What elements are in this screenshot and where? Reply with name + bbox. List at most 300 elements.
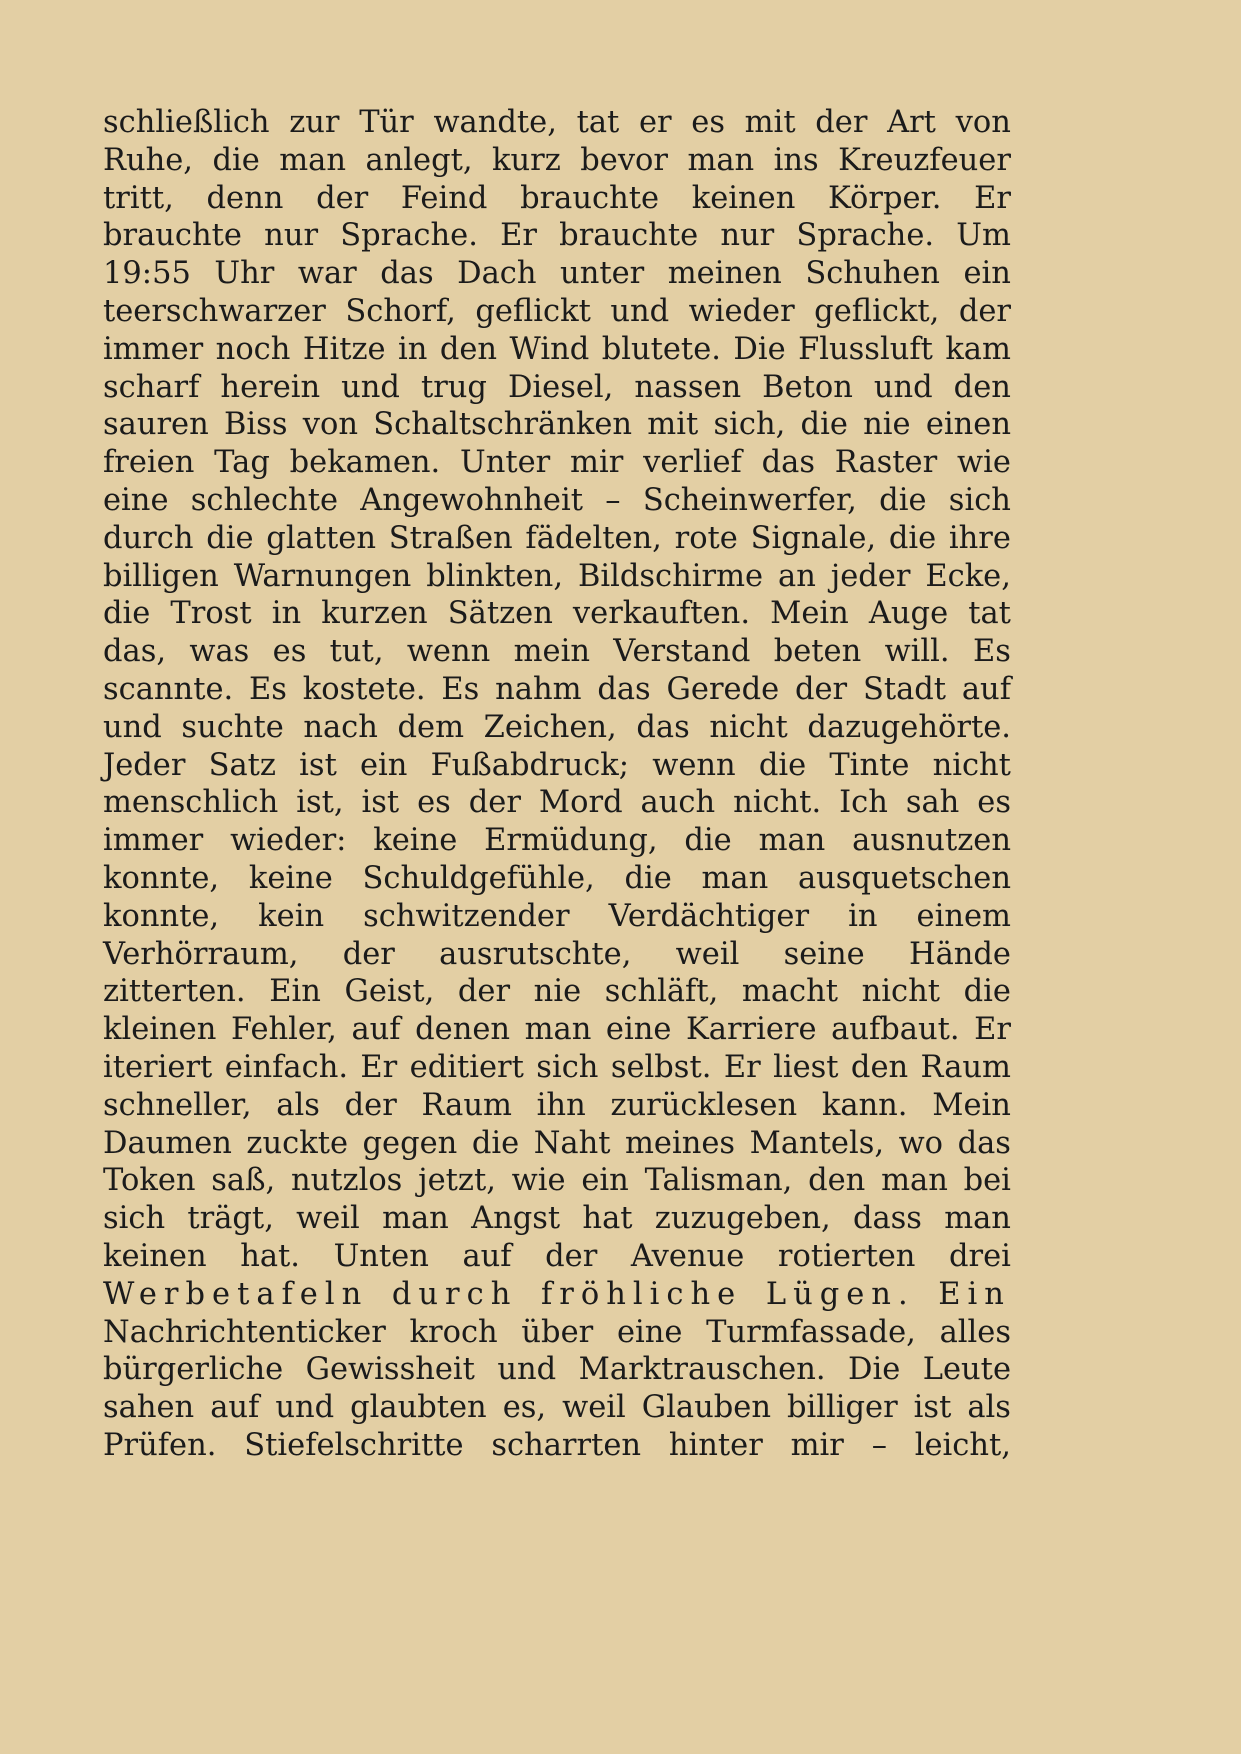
word: –	[605, 482, 621, 518]
word: ist,	[296, 785, 344, 821]
word: mein	[513, 634, 590, 670]
word: einem	[916, 898, 1011, 934]
word: kurzen	[321, 596, 428, 632]
word: geflickt	[475, 293, 591, 329]
word: Die	[848, 1352, 901, 1388]
word: Ein	[938, 1276, 1011, 1312]
word: suchte	[181, 709, 284, 745]
word: das,	[103, 634, 167, 670]
word: immer	[103, 823, 204, 859]
word: man	[944, 1201, 1011, 1237]
word: Angewohnheit	[360, 482, 583, 518]
text-line	[103, 784, 1011, 822]
word: ausquetschen	[797, 860, 1011, 896]
word: Bildschirme	[577, 558, 764, 594]
word: und	[103, 709, 162, 745]
word: menschlich	[103, 785, 279, 821]
word: Straßen	[388, 520, 513, 556]
word: verlief	[643, 445, 742, 481]
word: herein	[220, 369, 321, 405]
word: billiger	[786, 1390, 898, 1426]
word: Mein	[770, 596, 849, 632]
word: ist	[913, 1390, 952, 1426]
word: Tinte	[829, 747, 910, 783]
text-line	[103, 1162, 1011, 1200]
word: das	[380, 256, 434, 292]
word: Feind	[400, 180, 488, 216]
word: scharrten	[491, 1427, 642, 1463]
word: Flussluft	[798, 331, 933, 367]
word: noch	[215, 331, 291, 367]
text-line	[103, 1389, 1011, 1427]
word: nur	[720, 218, 775, 254]
word: bürgerliche	[103, 1352, 284, 1388]
word: zuckte	[246, 1125, 349, 1161]
word: alles	[939, 1314, 1011, 1350]
word: den	[439, 331, 498, 367]
word: die	[684, 823, 732, 859]
word: sich	[536, 1049, 599, 1085]
word: anlegt,	[365, 142, 473, 178]
word: schließlich	[103, 105, 270, 140]
word: trug	[420, 369, 487, 405]
word: die	[758, 747, 807, 783]
word: selbst.	[610, 1049, 712, 1085]
word: Raum	[920, 1049, 1011, 1085]
word: wie	[956, 445, 1011, 481]
word: durch	[103, 520, 194, 556]
word: Gewissheit	[305, 1352, 475, 1388]
word: in	[848, 898, 878, 934]
word: dem	[397, 709, 465, 745]
word: nicht.	[733, 785, 822, 821]
word: sauren	[103, 407, 209, 443]
word: weil	[296, 1201, 360, 1237]
word: Er	[974, 1012, 1011, 1048]
word: die	[471, 1125, 520, 1161]
word: Verstand	[613, 634, 751, 670]
word: weil	[562, 1390, 626, 1426]
word: ein	[963, 256, 1011, 292]
word: es	[417, 785, 451, 821]
word: Schaltschränken	[373, 407, 633, 443]
text-line	[103, 293, 1011, 331]
word: man	[687, 142, 755, 178]
text-line	[103, 1276, 1011, 1314]
word: tat	[576, 105, 620, 140]
word: zuzugeben,	[654, 1201, 831, 1237]
word: mit	[744, 105, 796, 140]
word: von	[955, 105, 1011, 140]
word: es	[691, 105, 725, 140]
word: dazugehörte.	[807, 709, 1011, 745]
word: hat.	[240, 1238, 300, 1274]
word: billigen	[103, 558, 219, 594]
word: die	[103, 596, 151, 632]
word: den	[850, 1049, 909, 1085]
word: glaubten	[350, 1390, 487, 1426]
word: editiert	[409, 1049, 524, 1085]
word: von	[302, 407, 358, 443]
word: freien	[103, 445, 195, 481]
word: die	[963, 974, 1011, 1010]
word: Tag	[214, 445, 270, 481]
word: an	[778, 558, 816, 594]
word: keine	[373, 823, 458, 859]
word: kam	[945, 331, 1011, 367]
word: die	[888, 520, 937, 556]
word: wenn	[652, 747, 736, 783]
word: der	[468, 785, 521, 821]
word: Tür	[359, 105, 414, 140]
word: nach	[303, 709, 378, 745]
word: ein	[359, 747, 408, 783]
word: Sprache.	[340, 218, 478, 254]
word: und	[341, 369, 400, 405]
word: auf	[462, 1238, 512, 1274]
word: liest	[773, 1049, 839, 1085]
word: Wind	[509, 331, 590, 367]
word: Dach	[457, 256, 537, 292]
word: über	[521, 1314, 594, 1350]
word: ist	[299, 747, 337, 783]
word: Werbetafeln	[103, 1276, 369, 1312]
word: iteriert	[103, 1049, 213, 1085]
word: eine	[103, 482, 169, 518]
word: keinen	[691, 180, 796, 216]
word: Körper.	[828, 180, 942, 216]
text-line	[103, 1125, 1011, 1163]
word: Angst	[471, 1201, 561, 1237]
word: Nachrichtenticker	[103, 1314, 386, 1350]
word: die	[206, 520, 254, 556]
text-line	[103, 217, 1011, 255]
word: zur	[289, 105, 340, 140]
word: leicht,	[914, 1427, 1011, 1463]
word: auf	[210, 1390, 260, 1426]
word: Er	[360, 1049, 398, 1085]
word: auch	[640, 785, 716, 821]
word: rote	[674, 520, 738, 556]
word: Ein	[269, 974, 321, 1010]
word: Token	[103, 1163, 196, 1199]
word: Lügen.	[765, 1276, 915, 1312]
word: nicht	[861, 974, 940, 1010]
word: was	[189, 634, 250, 670]
word: ins	[773, 142, 819, 178]
word: ist	[361, 785, 400, 821]
word: gegen	[362, 1125, 458, 1161]
text-line	[103, 1087, 1011, 1125]
text-line	[103, 898, 1011, 936]
word: kurz	[492, 142, 561, 178]
text-line	[103, 822, 1011, 860]
text-line	[103, 1049, 1011, 1087]
word: Schorf,	[345, 293, 456, 329]
word: die	[800, 407, 848, 443]
word: Ermüdung,	[484, 823, 658, 859]
word: nutzlos	[290, 1163, 403, 1199]
word: weil	[675, 936, 740, 972]
word: dass	[852, 1201, 922, 1237]
word: die	[879, 482, 927, 518]
word: hinter	[668, 1427, 763, 1463]
word: bei	[963, 1163, 1011, 1199]
word: unter	[560, 256, 645, 292]
text-line	[103, 936, 1011, 974]
word: immer	[103, 331, 204, 367]
text-line	[103, 973, 1011, 1011]
word: verkauften.	[572, 596, 751, 632]
word: Er	[500, 218, 537, 254]
word: tritt,	[103, 180, 174, 216]
word: kostete.	[302, 671, 426, 707]
word: Ich	[839, 785, 888, 821]
word: Mein	[932, 1087, 1011, 1123]
word: hat	[582, 1201, 633, 1237]
word: Die	[733, 331, 786, 367]
word: einen	[925, 407, 1011, 443]
word: Es	[441, 671, 480, 707]
word: einfach.	[224, 1049, 349, 1085]
word: Prüfen.	[103, 1427, 217, 1463]
word: konnte,	[103, 860, 220, 896]
word: das	[761, 445, 815, 481]
text-line	[103, 520, 1011, 558]
word: Leute	[922, 1352, 1011, 1388]
word: tat	[968, 596, 1011, 632]
word: teerschwarzer	[103, 293, 326, 329]
text-line	[103, 142, 1011, 180]
word: kann.	[821, 1087, 908, 1123]
word: Jeder	[103, 747, 186, 783]
word: Avenue	[630, 1238, 745, 1274]
word: es,	[502, 1390, 547, 1426]
word: ein	[581, 1163, 629, 1199]
body-text-column	[103, 104, 1011, 1465]
word: sich	[948, 482, 1011, 518]
word: nahm	[495, 671, 582, 707]
word: brauchte	[559, 218, 699, 254]
word: Auge	[868, 596, 949, 632]
word: sich	[103, 1201, 166, 1237]
text-line	[103, 1200, 1011, 1238]
word: tut,	[329, 634, 384, 670]
word: der	[815, 105, 868, 140]
text-line	[103, 558, 1011, 596]
word: Er	[974, 180, 1011, 216]
word: wie	[511, 1163, 566, 1199]
word: Es	[249, 671, 287, 707]
word: man	[524, 1012, 592, 1048]
word: eine	[616, 1314, 683, 1350]
word: nicht	[709, 709, 788, 745]
text-line	[103, 406, 1011, 444]
text-line	[103, 747, 1011, 785]
word: glatten	[266, 520, 376, 556]
word: jeder	[830, 558, 911, 594]
text-line	[103, 331, 1011, 369]
word: es	[977, 785, 1011, 821]
word: ihn	[536, 1087, 586, 1123]
word: Trost	[170, 596, 252, 632]
word: wenn	[406, 634, 491, 670]
word: nicht	[932, 747, 1011, 783]
word: aufbaut.	[831, 1012, 960, 1048]
word: jetzt,	[418, 1163, 496, 1199]
word: Scheinwerfer,	[642, 482, 857, 518]
word: Marktrauschen.	[578, 1352, 826, 1388]
word: Diesel,	[507, 369, 614, 405]
word: als	[967, 1390, 1011, 1426]
word: beten	[773, 634, 862, 670]
word: Fußabdruck;	[430, 747, 630, 783]
text-line	[103, 633, 1011, 671]
word: Raum	[421, 1087, 512, 1123]
text-line	[103, 255, 1011, 293]
word: man	[382, 1201, 449, 1237]
word: man	[279, 142, 346, 178]
word: kein	[258, 898, 325, 934]
word: ihre	[948, 520, 1011, 556]
word: trägt,	[187, 1201, 274, 1237]
word: saß,	[211, 1163, 276, 1199]
word: der	[344, 1087, 397, 1123]
word: er	[638, 105, 672, 140]
word: Warnungen	[233, 558, 412, 594]
word: nie	[863, 407, 911, 443]
word: der	[958, 293, 1011, 329]
word: Unter	[460, 445, 551, 481]
word: war	[297, 256, 357, 292]
word: in	[398, 331, 428, 367]
word: sich,	[713, 407, 786, 443]
word: mir	[570, 445, 624, 481]
word: das	[597, 671, 651, 707]
word: schneller,	[103, 1087, 252, 1123]
word: mir	[790, 1427, 844, 1463]
word: –	[871, 1427, 887, 1463]
word: Fehler,	[230, 1012, 337, 1048]
word: Es	[972, 634, 1011, 670]
word: Hitze	[302, 331, 386, 367]
word: Stadt	[862, 671, 947, 707]
word: will.	[884, 634, 950, 670]
word: bekamen.	[289, 445, 441, 481]
word: der	[457, 974, 511, 1010]
text-line	[103, 1238, 1011, 1276]
word: ausrutschte,	[439, 936, 632, 972]
text-line	[103, 671, 1011, 709]
word: keinen	[103, 1238, 207, 1274]
word: der	[545, 1238, 598, 1274]
word: kroch	[409, 1314, 498, 1350]
word: Daumen	[103, 1125, 232, 1161]
word: nie	[533, 974, 582, 1010]
word: auf	[351, 1012, 401, 1048]
word: denn	[206, 180, 284, 216]
word: scannte.	[103, 671, 234, 707]
word: fädelten,	[525, 520, 662, 556]
text-line	[103, 1351, 1011, 1389]
word: Schuhen	[805, 256, 940, 292]
word: Sprache.	[796, 218, 935, 254]
word: drei	[949, 1238, 1011, 1274]
word: Satz	[208, 747, 276, 783]
word: Verdächtiger	[608, 898, 810, 934]
word: die	[624, 860, 672, 896]
word: brauchte	[520, 180, 660, 216]
word: nur	[264, 218, 319, 254]
word: als	[276, 1087, 320, 1123]
word: Signale,	[750, 520, 877, 556]
text-line	[103, 1427, 1011, 1465]
word: seine	[783, 936, 865, 972]
word: Naht	[533, 1125, 611, 1161]
word: wieder:	[230, 823, 347, 859]
word: wo	[898, 1125, 944, 1161]
text-line	[103, 595, 1011, 633]
word: Talisman,	[644, 1163, 793, 1199]
word: scharf	[103, 369, 200, 405]
word: konnte,	[103, 898, 220, 934]
word: wandte,	[433, 105, 557, 140]
text-line	[103, 860, 1011, 898]
text-line	[103, 180, 1011, 218]
word: den	[808, 1163, 866, 1199]
text-line	[103, 444, 1011, 482]
word: Geist,	[344, 974, 435, 1010]
word: Raster	[834, 445, 938, 481]
word: Art	[887, 105, 936, 140]
word: fröhliche	[541, 1276, 743, 1312]
word: Verhörraum,	[103, 936, 299, 972]
word: Um	[956, 218, 1011, 254]
word: Turmfassade,	[706, 1314, 916, 1350]
word: meinen	[667, 256, 782, 292]
word: Hände	[908, 936, 1011, 972]
word: zitterten.	[103, 974, 246, 1010]
word: brauchte	[103, 218, 242, 254]
word: Biss	[224, 407, 288, 443]
word: Stiefelschritte	[244, 1427, 464, 1463]
word: der	[316, 180, 369, 216]
word: das	[957, 1125, 1011, 1161]
word: eine	[605, 1012, 672, 1048]
word: auf	[961, 671, 1011, 707]
word: Gerede	[666, 671, 780, 707]
word: schlechte	[190, 482, 338, 518]
text-line	[103, 1011, 1011, 1049]
word: kleinen	[103, 1012, 217, 1048]
word: es	[272, 634, 307, 670]
word: Sätzen	[447, 596, 553, 632]
word: und	[610, 293, 670, 329]
word: rotierten	[777, 1238, 916, 1274]
text-line	[103, 104, 1011, 142]
text-line	[103, 1314, 1011, 1352]
word: Zeichen,	[483, 709, 617, 745]
word: in	[271, 596, 302, 632]
word: Unten	[333, 1238, 429, 1274]
word: Mantels,	[749, 1125, 885, 1161]
word: Uhr	[214, 256, 275, 292]
word: man	[758, 823, 826, 859]
word: Mord	[538, 785, 623, 821]
word: geflickt,	[814, 293, 940, 329]
word: mit	[647, 407, 699, 443]
word: sahen	[103, 1390, 195, 1426]
